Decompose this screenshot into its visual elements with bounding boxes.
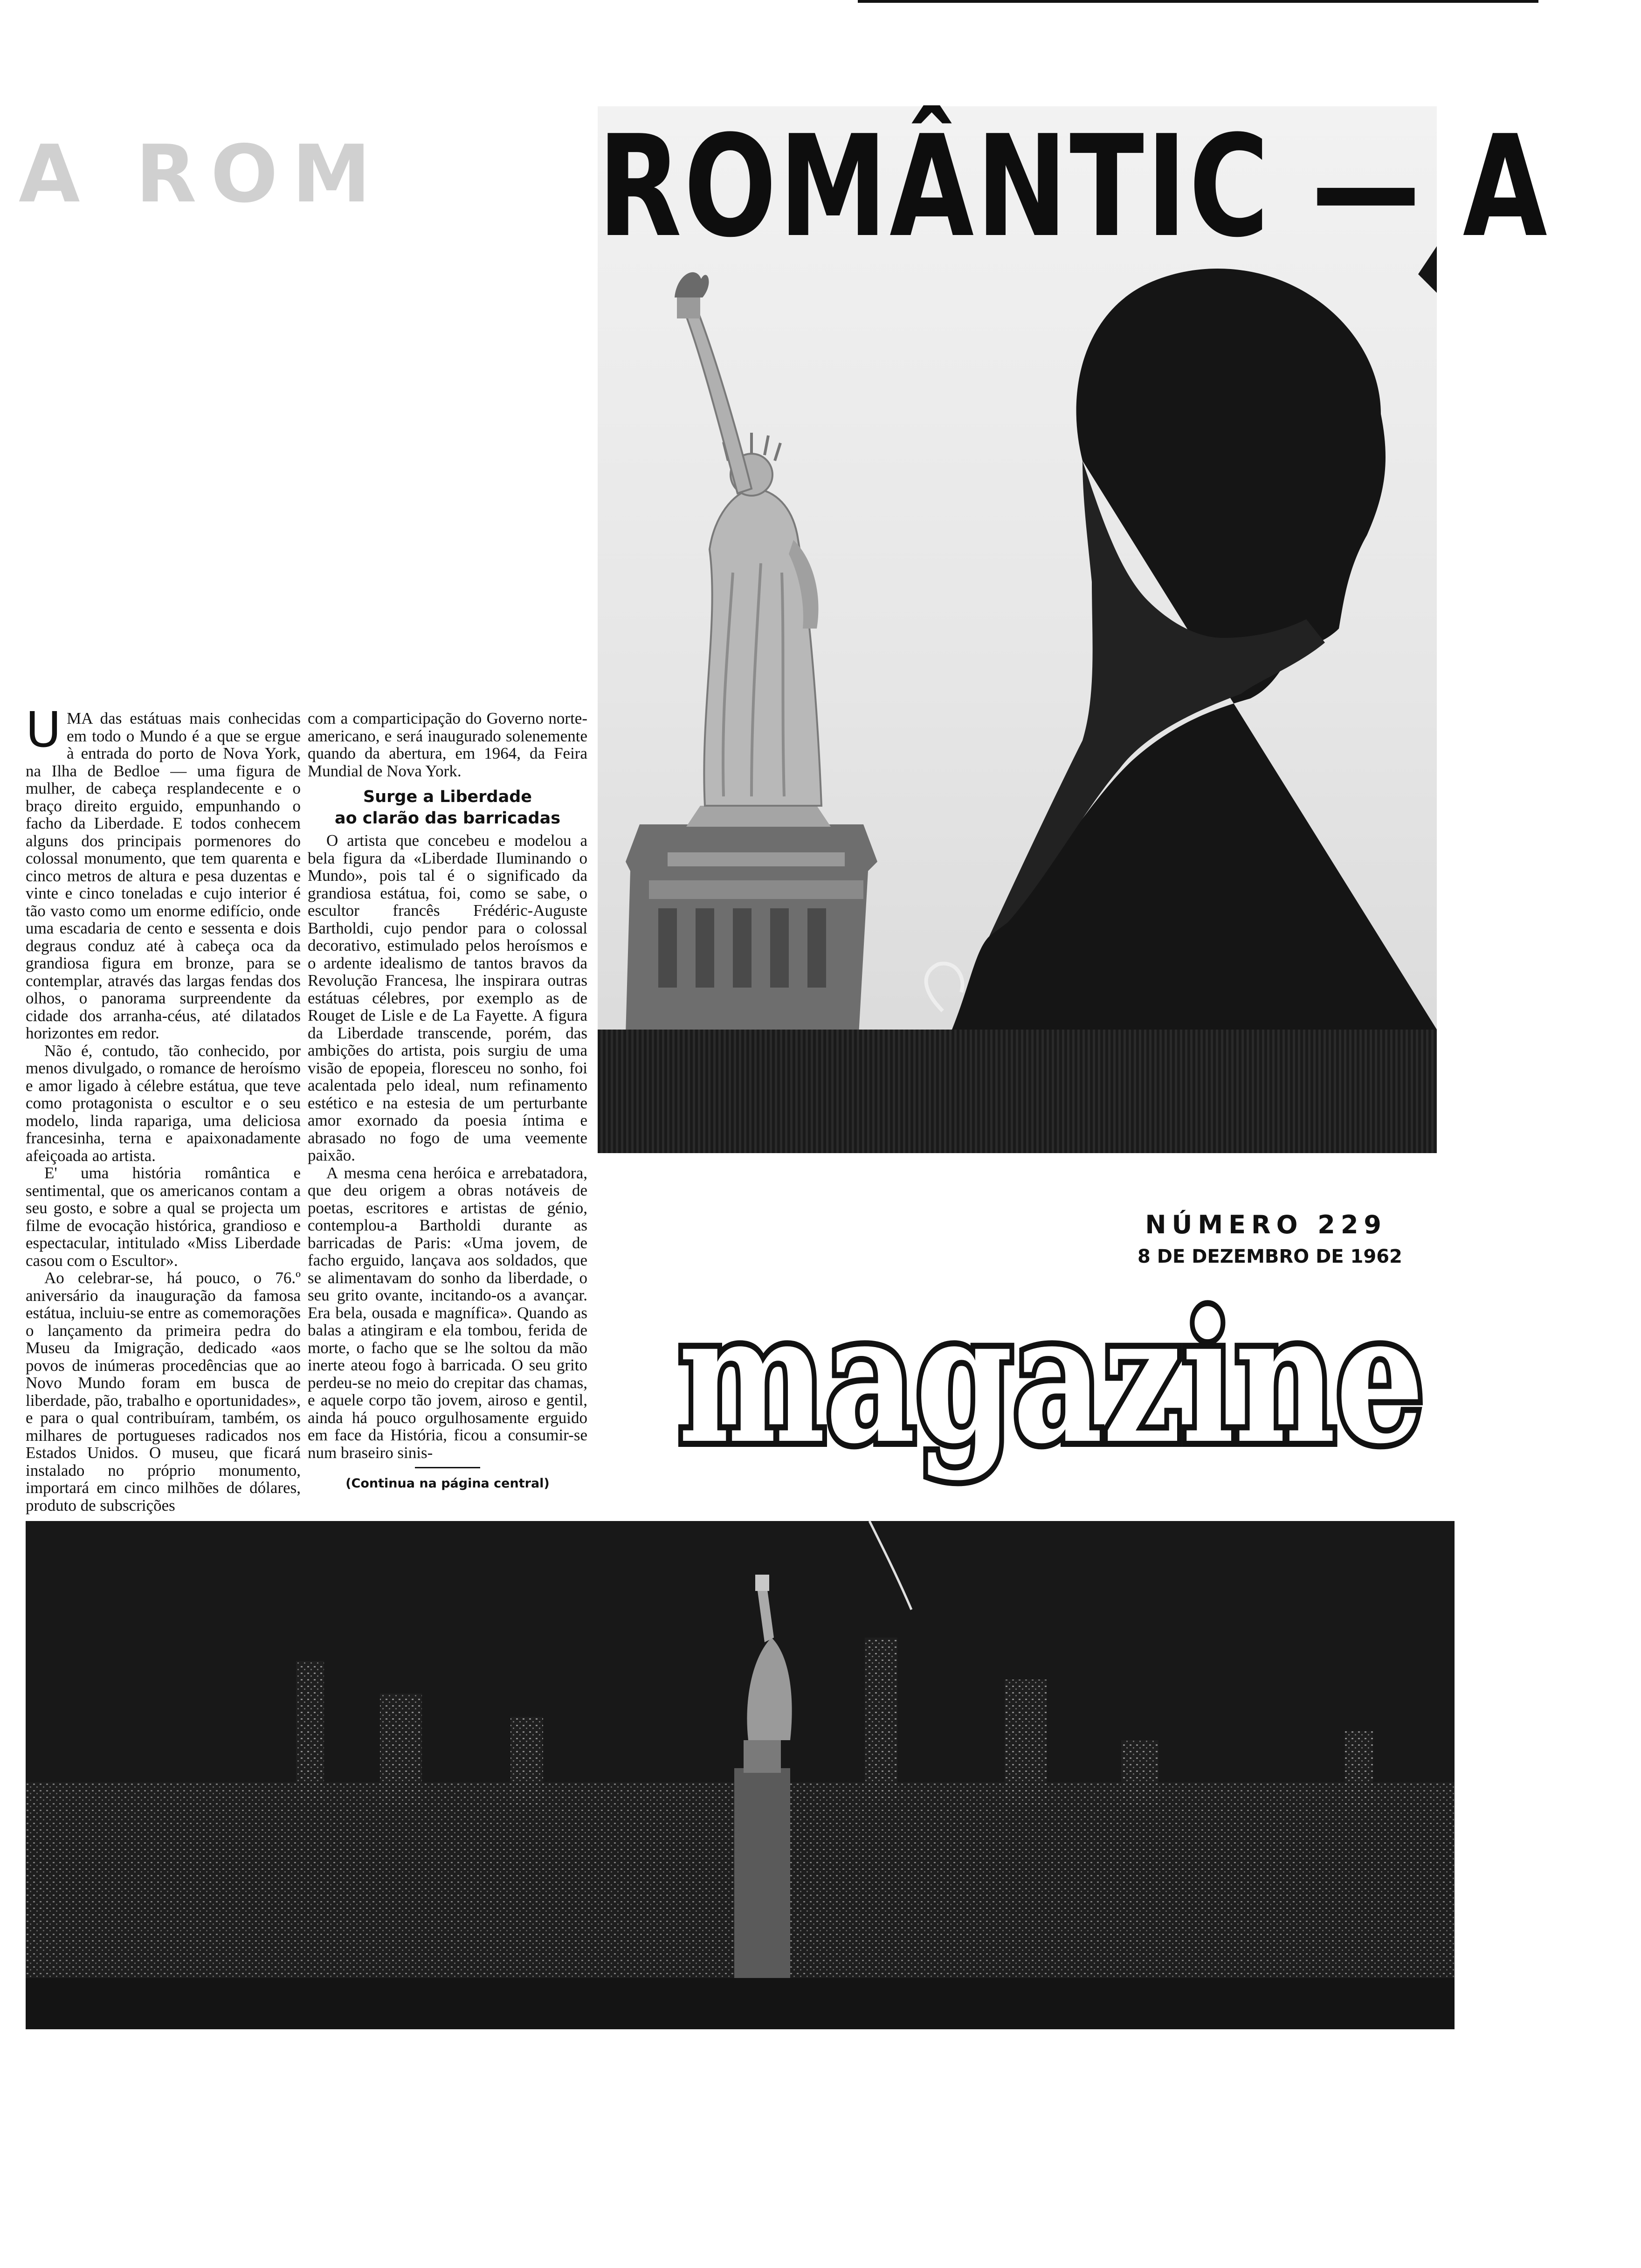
issue-date: 8 DE DEZEMBRO DE 1962 — [1138, 1246, 1402, 1267]
issue-number: NÚMERO 229 — [1145, 1210, 1387, 1239]
article-paragraph: O artista que concebeu e modelou a bela figura da «Liberdade Iluminando o Mundo», pois tal é o significado da grandiosa estátua, foi, como se sabe, o escultor francês Frédéric-Auguste Bartholdi, cujo pendor para o colossal decorativo, estimulado pelos heroísmos e o ardente idealismo de tantos bravos da Revolução Francesa, lhe inspirara outras estátuas célebres, por exemplo as de Rouget de Lisle e de La Fayette. A figura da Liberdade transcende, porém, das ambições do artista, pois surgiu de uma visão de epopeia, floresceu no sonho, foi acalentada pelo ideal, num refinamento estético e na estesia de um perturbante amor exornado da poesia íntima e abrasado no fogo de uma veemente paixão. — [308, 831, 587, 1164]
magazine-masthead — [671, 1274, 1431, 1483]
continued-note: (Continua na página central) — [345, 1476, 550, 1491]
night-skyline-photo — [26, 1521, 1455, 2029]
article-paragraph: Não é, contudo, tão conhecido, por menos divulgado, o romance de heroísmo e amor ligado à célebre estátua, que teve como protagonista o escultor e o seu modelo, linda rapariga, uma deliciosa francesinha, terna e apaixonadamente afeiçoada ao artista. — [26, 1041, 301, 1165]
continuation-rule — [415, 1467, 480, 1468]
article-subheading: Surge a Liberdade ao clarão das barricadas — [334, 788, 561, 828]
faded-headline-fragment: A ROM — [19, 128, 385, 221]
top-rule — [858, 0, 1538, 3]
article-paragraph: A mesma cena heróica e arrebatadora, que deu origem a obras notáveis de poetas, escritores e artistas de génio, contemplou-a Bartholdi durante as barricadas de Paris: «Uma jovem, de facho erguido, lançava aos soldados, que se alimentavam do sonho da liberdade, o seu grito ovante, incitando-os a avançar. Era bela, ousada e magnífica». Quando as balas a atingiram e ela tombou, ferida de morte, o facho que se lhe soltou da mão inerte ateou fogo à barricada. O seu grito perdeu-se no meio do crepitar das chamas, e aquele corpo tão jovem, airoso e gentil, ainda há pouco orgulhosamente erguido em face da História, ficou a consumir-se num braseiro sinis- — [308, 1163, 587, 1462]
drop-cap: U — [26, 701, 62, 758]
article-paragraph: E' uma história romântica e sentimental, que os americanos contam a seu gosto, e sobre a qual se projecta um filme de evocação histórica, grandioso e espectacular, intitulado «Miss Liberdade casou com o Escultor». — [26, 1164, 301, 1270]
article-paragraph: UMA das estátuas mais conhecidas em todo o Mundo é a que se ergue à entrada do porto de Nova York, na Ilha de Bedloe — uma figura de mulher, de cabeça resplandecente e o braço direito erguido, empunhando o facho da Liberdade. E todos conhecem alguns dos principais pormenores do colossal monumento, que tem quarenta e cinco metros de altura e pesa duzentas e vinte e cinco toneladas e cujo interior é tão vasto como um enorme edifício, onde uma escadaria de cento e sessenta e dois degraus conduz até à cabeça oca da grandiosa figura em bronze, para se contemplar, através das largas fendas dos olhos, o panorama surpreendente da cidade dos arranha-céus, até dilatados horizontes em redor. — [26, 701, 301, 1042]
article-paragraph: com a comparticipação do Governo norte-americano, e será inaugurado solenemente quando da abertura, em 1964, da Feira Mundial de Nova York. — [308, 709, 587, 780]
article-column-2 — [308, 710, 587, 1493]
masthead-title: magazine — [678, 1274, 1424, 1483]
statue-woman-photo — [598, 105, 1550, 1153]
photo-dark-foreground — [598, 1030, 1437, 1153]
night-skyline-illustration — [26, 1521, 1455, 2029]
article-paragraph: Ao celebrar-se, há pouco, o 76.º aniversário da inauguração da famosa estátua, incluiu-se entre as comemorações o lançamento da primeira pedra do Museu da Imigração, dedicado «aos povos de inúmeras procedências que ao Novo Mundo foram em busca de liberdade, pão, trabalho e oportunidades», e para o qual contribuíram, também, os milhares de portugueses radicados nos Estados Unidos. O museu, que ficará instalado no próprio monumento, importará em cinco milhões de dólares, produto de subscrições — [26, 1269, 301, 1514]
article-column-1 — [26, 701, 301, 1514]
headline-title: ROMÂNTIC — A — [598, 105, 1550, 268]
